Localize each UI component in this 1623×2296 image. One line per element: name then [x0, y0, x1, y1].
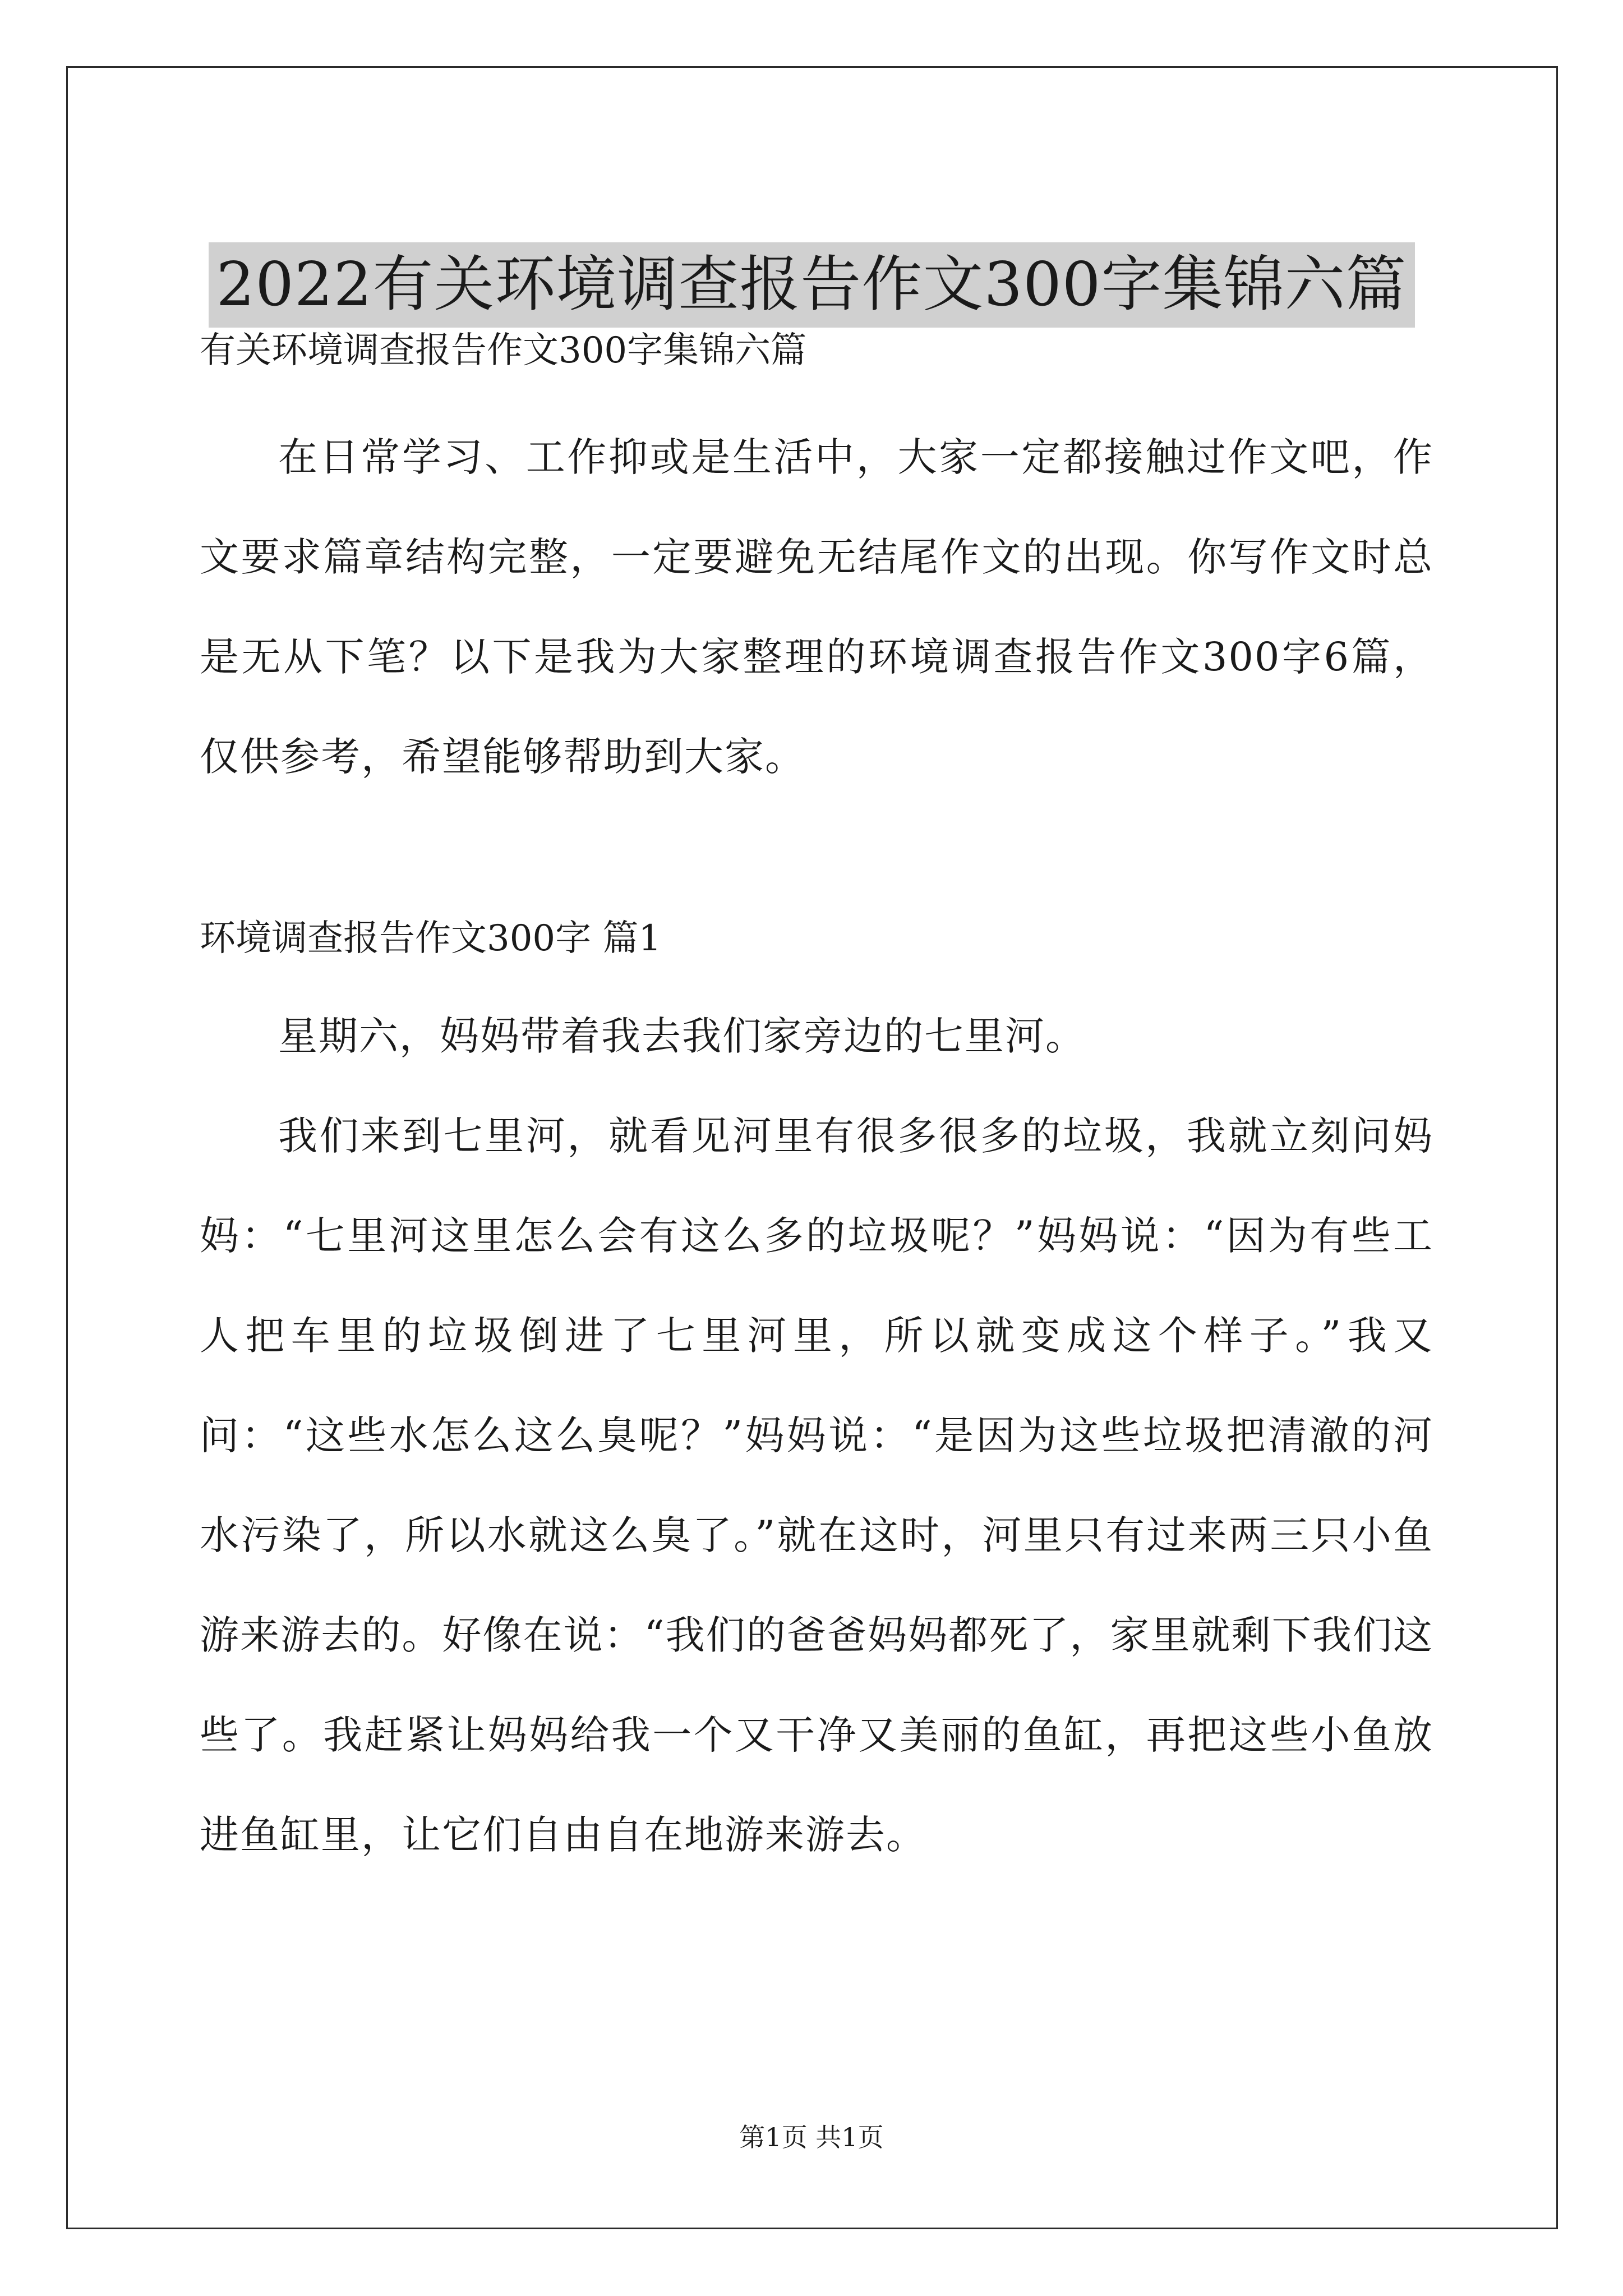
section-heading: 环境调查报告作文300字 篇1 [200, 918, 662, 959]
body-paragraph: 我们来到七里河，就看见河里有很多很多的垃圾，我就立刻问妈妈：“七里河这里怎么会有这么多的垃圾呢？”妈妈说：“因为有些工人把车里的垃圾倒进了七里河里，所以就变成这个样子。”我又问：“这些水怎么这么臭呢？”妈妈说：“是因为这些垃圾把清澈的河水污染了，所以水就这么臭了。”就在这时，河里只有过来两三只小鱼游来游去的。好像在说：“我们的爸爸妈妈都死了，家里就剩下我们这些了。我赶紧让妈妈给我一个又干净又美丽的鱼缸，再把这些小鱼放进鱼缸里，让它们自由自在地游来游去。 [200, 1113, 1433, 1858]
document-title: 2022有关环境调查报告作文300字集锦六篇 [209, 242, 1415, 328]
page-footer: 第1页 共1页 [739, 2122, 884, 2152]
document-subtitle: 有关环境调查报告作文300字集锦六篇 [200, 330, 807, 371]
document-body [200, 314, 1433, 1885]
body-paragraph: 星期六，妈妈带着我去我们家旁边的七里河。 [278, 1013, 1086, 1059]
intro-paragraph: 在日常学习、工作抑或是生活中，大家一定都接触过作文吧，作文要求篇章结构完整，一定要避免无结尾作文的出现。你写作文时总是无从下笔？以下是我为大家整理的环境调查报告作文300字6篇，仅供参考，希望能够帮助到大家。 [200, 434, 1433, 780]
